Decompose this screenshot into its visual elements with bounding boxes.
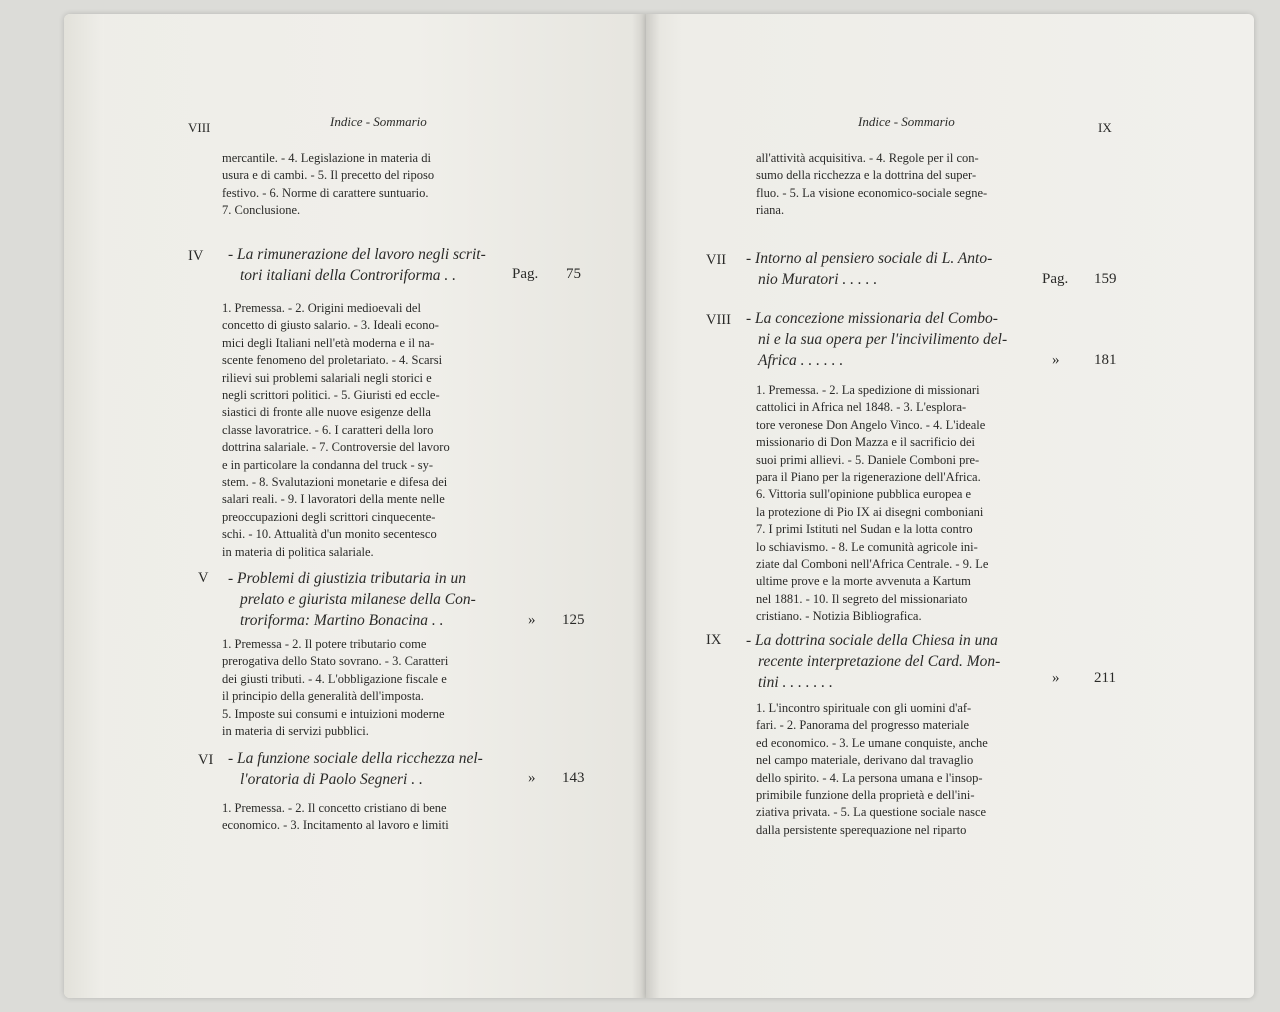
chapter-title xyxy=(746,308,1007,371)
summary-line: negli scrittori politici. - 5. Giuristi ed eccle- xyxy=(222,388,440,403)
page-label: Pag. xyxy=(1042,271,1069,287)
left-running-head: Indice - Sommario xyxy=(330,114,427,129)
summary-line: dello spirito. - 4. La persona umana e l'insop- xyxy=(756,770,983,785)
summary-line: in materia di servizi pubblici. xyxy=(222,724,369,739)
summary-line: 1. Premessa. - 2. La spedizione di missionari xyxy=(756,383,980,397)
right-running-head: Indice - Sommario xyxy=(858,114,955,129)
summary-line: 6. Vittoria sull'opinione pubblica europea e xyxy=(756,487,972,502)
summary-line: scente fenomeno del proletariato. - 4. Scarsi xyxy=(222,353,443,368)
summary-line: 1. L'incontro spirituale con gli uomini d'af- xyxy=(756,701,972,715)
title-line: ni e la sua opera per l'incivilimento del- xyxy=(758,331,1008,348)
chapter-number: VIII xyxy=(706,312,731,328)
summary-line: tore veronese Don Angelo Vinco. - 4. L'ideale xyxy=(756,417,986,432)
summary-line: siastici di fronte alle nuove esigenze della xyxy=(222,405,431,420)
page-label: Pag. xyxy=(512,266,539,282)
summary-line: preoccupazioni degli scrittori cinquecente- xyxy=(222,509,436,524)
summary-line: rilievi sui problemi salariali negli storici e xyxy=(222,370,432,385)
summary-line: ed economico. - 3. Le umane conquiste, anche xyxy=(756,735,988,750)
chapter-number: IX xyxy=(706,632,722,648)
summary-line: mercantile. - 4. Legislazione in materia di xyxy=(222,151,431,165)
summary-line: sumo della ricchezza e la dottrina del super- xyxy=(756,168,977,183)
page-label: » xyxy=(1052,352,1060,368)
summary-line: 1. Premessa. - 2. Origini medioevali del xyxy=(222,301,421,315)
page-number: 125 xyxy=(562,612,585,628)
summary-line: salari reali. - 9. I lavoratori della mente nelle xyxy=(222,492,445,507)
summary-line: lo schiavismo. - 8. Le comunità agricole ini- xyxy=(756,539,978,554)
summary-line: il principio della generalità dell'imposta. xyxy=(222,689,424,704)
title-line: - La concezione missionaria del Combo- xyxy=(746,310,998,327)
title-line: nio Muratori . . . . . xyxy=(758,271,878,288)
left-folio: VIII xyxy=(188,120,211,135)
right-page xyxy=(646,14,1254,998)
page-number: 159 xyxy=(1094,271,1117,287)
summary-line: riana. xyxy=(756,203,785,218)
summary-line: dottrina salariale. - 7. Controversie del lavoro xyxy=(222,440,450,455)
page-label: » xyxy=(1052,670,1060,686)
summary-line: prerogativa dello Stato sovrano. - 3. Caratteri xyxy=(222,654,449,669)
summary-line: festivo. - 6. Norme di carattere suntuario. xyxy=(222,185,429,200)
chapter-title xyxy=(746,630,1000,693)
page-number: 143 xyxy=(562,770,585,786)
summary-line: 5. Imposte sui consumi e intuizioni moderne xyxy=(222,706,445,721)
summary-line: 1. Premessa - 2. Il potere tributario come xyxy=(222,637,427,651)
summary-line: ultime prove e la morte avvenuta a Kartum xyxy=(756,574,971,589)
title-line: troriforma: Martino Bonacina . . xyxy=(240,612,444,629)
summary-line: dalla persistente sperequazione nel riparto xyxy=(756,822,967,837)
chapter-summary xyxy=(222,300,500,561)
summary-line: stem. - 8. Svalutazioni monetarie e difesa dei xyxy=(222,475,448,490)
summary-line: classe lavoratrice. - 6. I caratteri della loro xyxy=(222,422,434,437)
chapter-number: VII xyxy=(706,252,727,268)
book-gutter xyxy=(632,14,660,998)
title-line: Africa . . . . . . xyxy=(758,352,844,369)
summary-line: all'attività acquisitiva. - 4. Regole per il con- xyxy=(756,151,979,165)
open-book xyxy=(64,14,1254,998)
page-number: 75 xyxy=(566,266,581,282)
summary-line: 7. Conclusione. xyxy=(222,203,301,218)
summary-line: 7. I primi Istituti nel Sudan e la lotta contro xyxy=(756,522,973,537)
chapter-summary xyxy=(222,800,500,835)
title-line: l'oratoria di Paolo Segneri . . xyxy=(240,771,423,788)
title-line: - La funzione sociale della ricchezza nel- xyxy=(228,750,483,767)
page-label: » xyxy=(528,770,536,786)
summary-line: nel campo materiale, derivano dal travaglio xyxy=(756,753,974,768)
summary-line: fluo. - 5. La visione economico-sociale segne- xyxy=(756,185,988,200)
chapter-title xyxy=(228,244,486,286)
summary-line: fari. - 2. Panorama del progresso materiale xyxy=(756,718,970,733)
summary-line: ziate dal Comboni nell'Africa Centrale. - 9. Le xyxy=(756,557,989,572)
title-line: prelato e giurista milanese della Con- xyxy=(240,591,476,608)
page-number: 211 xyxy=(1094,670,1116,686)
left-continuation xyxy=(222,150,496,220)
summary-line: para il Piano per la rigenerazione dell'Africa. xyxy=(756,470,981,485)
right-folio: IX xyxy=(1098,120,1112,135)
summary-line: in materia di politica salariale. xyxy=(222,544,374,559)
summary-line: cattolici in Africa nel 1848. - 3. L'esplora- xyxy=(756,400,967,415)
chapter-title xyxy=(746,248,992,290)
summary-line: schi. - 10. Attualità d'un monito secentesco xyxy=(222,527,437,542)
summary-line: economico. - 3. Incitamento al lavoro e limiti xyxy=(222,818,449,833)
chapter-number: V xyxy=(198,570,209,586)
page-label: » xyxy=(528,612,536,628)
summary-line: primibile funzione della proprietà e dell'ini- xyxy=(756,788,975,803)
title-line: tini . . . . . . . xyxy=(758,674,833,691)
summary-line: e in particolare la condanna del truck - sy- xyxy=(222,457,434,472)
chapter-number: IV xyxy=(188,248,204,264)
summary-line: ziativa privata. - 5. La questione sociale nasce xyxy=(756,805,987,820)
page-number: 181 xyxy=(1094,352,1117,368)
summary-line: suoi primi allievi. - 5. Daniele Comboni pre- xyxy=(756,452,980,467)
title-line: - La rimunerazione del lavoro negli scrit- xyxy=(228,246,486,263)
summary-line: nel 1881. - 10. Il segreto del missionariato xyxy=(756,591,968,606)
summary-line: missionario di Don Mazza e il sacrificio dei xyxy=(756,435,976,450)
title-line: - La dottrina sociale della Chiesa in una xyxy=(746,632,998,649)
chapter-summary xyxy=(222,636,500,740)
chapter-summary xyxy=(756,700,1038,839)
right-continuation xyxy=(756,150,1038,220)
summary-line: la protezione di Pio IX ai disegni comboniani xyxy=(756,504,984,519)
left-page xyxy=(64,14,646,998)
title-line: recente interpretazione del Card. Mon- xyxy=(758,653,1001,670)
title-line: - Problemi di giustizia tributaria in un xyxy=(228,570,466,587)
chapter-title xyxy=(228,748,483,790)
book-spine xyxy=(64,14,104,998)
summary-line: mici degli Italiani nell'età moderna e il na- xyxy=(222,335,435,350)
summary-line: dei giusti tributi. - 4. L'obbligazione fiscale e xyxy=(222,671,447,686)
chapter-title xyxy=(228,568,476,631)
summary-line: 1. Premessa. - 2. Il concetto cristiano di bene xyxy=(222,801,447,815)
summary-line: concetto di giusto salario. - 3. Ideali econo- xyxy=(222,318,439,333)
chapter-number: VI xyxy=(198,752,214,768)
title-line: - Intorno al pensiero sociale di L. Anto- xyxy=(746,250,993,267)
chapter-summary xyxy=(756,382,1038,626)
summary-line: usura e di cambi. - 5. Il precetto del riposo xyxy=(222,168,435,183)
title-line: tori italiani della Controriforma . . xyxy=(240,267,457,284)
summary-line: cristiano. - Notizia Bibliografica. xyxy=(756,609,922,624)
